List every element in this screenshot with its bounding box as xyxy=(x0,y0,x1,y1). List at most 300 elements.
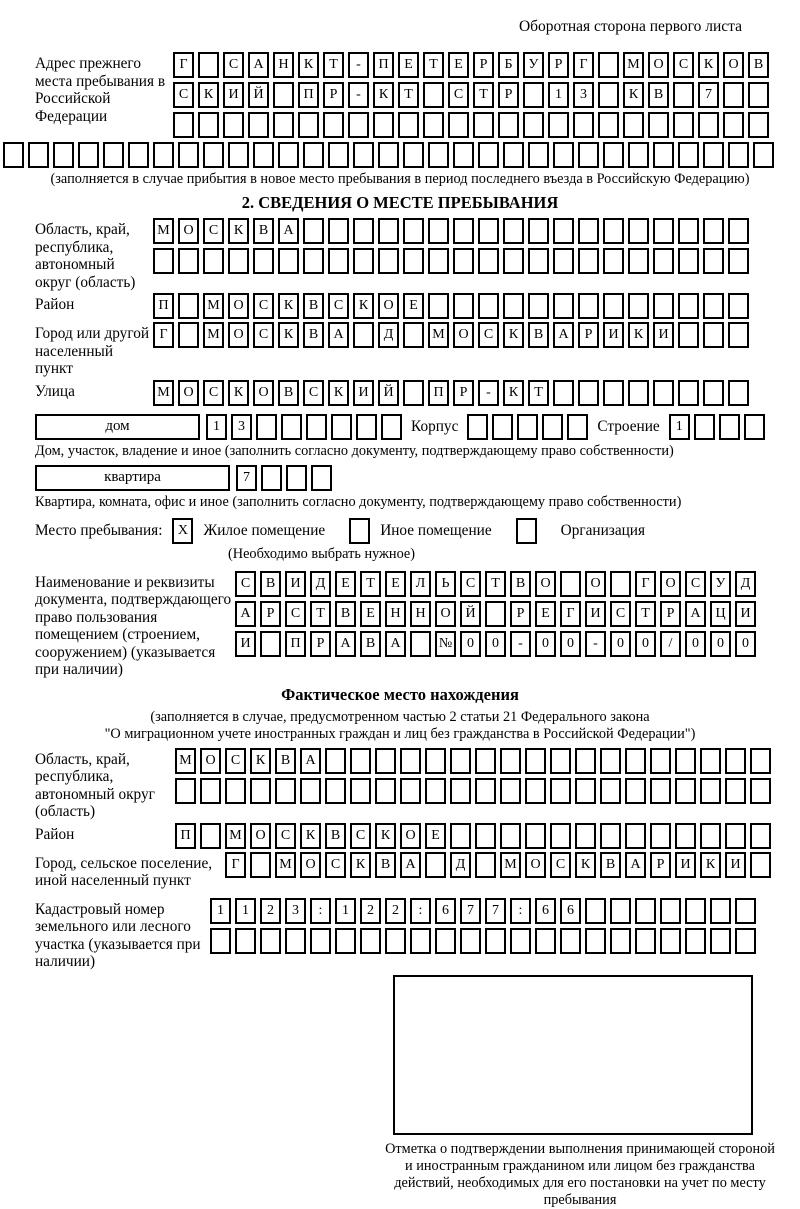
char-box xyxy=(525,823,546,849)
char-box: М xyxy=(275,852,296,878)
char-box xyxy=(178,142,199,168)
char-box xyxy=(453,293,474,319)
char-box xyxy=(748,82,769,108)
char-box xyxy=(603,218,624,244)
char-box: В xyxy=(275,748,296,774)
char-box xyxy=(253,248,274,274)
char-box: Й xyxy=(248,82,269,108)
char-box xyxy=(173,112,194,138)
char-box: И xyxy=(353,380,374,406)
char-box: 7 xyxy=(485,898,506,924)
char-box: Й xyxy=(460,601,481,627)
char-box xyxy=(748,112,769,138)
char-box: К xyxy=(698,52,719,78)
char-box xyxy=(128,142,149,168)
char-box xyxy=(428,142,449,168)
char-box xyxy=(381,414,402,440)
char-box: М xyxy=(203,322,224,348)
char-box: У xyxy=(523,52,544,78)
char-row xyxy=(173,82,769,108)
char-box xyxy=(423,112,444,138)
char-box xyxy=(303,218,324,244)
char-box xyxy=(525,778,546,804)
char-box xyxy=(685,928,706,954)
char-box xyxy=(578,218,599,244)
document-group xyxy=(35,571,800,679)
char-row xyxy=(175,823,771,849)
char-box xyxy=(750,778,771,804)
char-row xyxy=(175,778,771,804)
char-box: Д xyxy=(310,571,331,597)
char-box xyxy=(350,778,371,804)
char-box xyxy=(178,248,199,274)
char-box xyxy=(573,112,594,138)
stay-checkbox-organization xyxy=(516,518,537,544)
char-box xyxy=(703,322,724,348)
char-box: М xyxy=(153,218,174,244)
char-box: В xyxy=(303,322,324,348)
char-box: Б xyxy=(498,52,519,78)
char-box xyxy=(425,748,446,774)
char-box xyxy=(678,293,699,319)
char-box xyxy=(378,142,399,168)
char-box: М xyxy=(623,52,644,78)
char-box xyxy=(353,322,374,348)
char-box: С xyxy=(203,380,224,406)
char-box: И xyxy=(223,82,244,108)
char-box xyxy=(278,142,299,168)
char-box: С xyxy=(235,571,256,597)
char-box: Р xyxy=(310,631,331,657)
char-box xyxy=(585,928,606,954)
char-box xyxy=(553,218,574,244)
char-box: 6 xyxy=(560,898,581,924)
stroenie-label: Строение xyxy=(597,417,660,435)
char-box: Р xyxy=(453,380,474,406)
char-box: Т xyxy=(485,571,506,597)
char-row xyxy=(467,414,588,440)
char-box xyxy=(719,414,740,440)
char-box: : xyxy=(310,898,331,924)
char-box xyxy=(600,778,621,804)
char-box xyxy=(548,112,569,138)
char-box: № xyxy=(435,631,456,657)
char-box xyxy=(485,601,506,627)
actual-region-group xyxy=(35,748,800,821)
char-box: С xyxy=(478,322,499,348)
char-row xyxy=(210,898,756,924)
char-box xyxy=(523,82,544,108)
char-box: К xyxy=(700,852,721,878)
char-box: А xyxy=(335,631,356,657)
apartment-name-box: квартира xyxy=(35,465,230,491)
char-box xyxy=(253,142,274,168)
char-row xyxy=(235,631,756,657)
char-box xyxy=(428,218,449,244)
char-box: М xyxy=(153,380,174,406)
char-box: К xyxy=(228,218,249,244)
char-box: Р xyxy=(660,601,681,627)
char-box: С xyxy=(173,82,194,108)
char-row xyxy=(235,601,756,627)
char-box xyxy=(678,322,699,348)
stay-type-row xyxy=(35,518,800,544)
char-box xyxy=(500,748,521,774)
char-box xyxy=(325,748,346,774)
char-box xyxy=(178,322,199,348)
char-box: С xyxy=(225,748,246,774)
page-corner-note: Оборотная сторона первого листа xyxy=(518,18,742,35)
char-box xyxy=(256,414,277,440)
char-box: П xyxy=(298,82,319,108)
house-name-box: дом xyxy=(35,414,200,440)
char-box xyxy=(323,112,344,138)
char-box: К xyxy=(278,293,299,319)
char-box xyxy=(200,823,221,849)
char-box xyxy=(467,414,488,440)
char-box xyxy=(598,52,619,78)
char-box: Р xyxy=(260,601,281,627)
char-box: Д xyxy=(378,322,399,348)
char-box: К xyxy=(623,82,644,108)
char-row xyxy=(236,465,332,491)
char-box: - xyxy=(510,631,531,657)
char-box xyxy=(528,218,549,244)
char-box xyxy=(356,414,377,440)
char-box: Е xyxy=(425,823,446,849)
char-box xyxy=(523,112,544,138)
char-box: 7 xyxy=(698,82,719,108)
char-box xyxy=(735,928,756,954)
char-box: К xyxy=(228,380,249,406)
stamp-caption: Отметка о подтверждении выполнения принимающей стороной и иностранным гражданином или лицом без гражданства действий, необходимых для его постановки на учет по месту пребывания xyxy=(385,1140,775,1208)
char-box: К xyxy=(575,852,596,878)
char-box: С xyxy=(328,293,349,319)
char-box xyxy=(303,142,324,168)
char-box xyxy=(453,218,474,244)
char-box xyxy=(478,218,499,244)
char-box xyxy=(285,928,306,954)
char-box: С xyxy=(253,293,274,319)
char-box xyxy=(303,248,324,274)
char-box: - xyxy=(585,631,606,657)
char-box xyxy=(261,465,282,491)
section2-title: 2. СВЕДЕНИЯ О МЕСТЕ ПРЕБЫВАНИЯ xyxy=(241,193,559,212)
district-label: Район xyxy=(35,296,75,313)
char-box xyxy=(610,571,631,597)
char-box: 1 xyxy=(669,414,690,440)
char-box xyxy=(203,142,224,168)
char-box xyxy=(178,293,199,319)
char-box: - xyxy=(348,82,369,108)
char-box: - xyxy=(348,52,369,78)
char-box: В xyxy=(748,52,769,78)
char-box: Р xyxy=(578,322,599,348)
char-box xyxy=(625,748,646,774)
char-box: К xyxy=(503,322,524,348)
char-box: И xyxy=(585,601,606,627)
char-box xyxy=(725,748,746,774)
char-box: В xyxy=(375,852,396,878)
char-box xyxy=(700,823,721,849)
char-box: К xyxy=(298,52,319,78)
char-box xyxy=(678,218,699,244)
char-box xyxy=(750,852,771,878)
char-box xyxy=(700,748,721,774)
char-box xyxy=(328,248,349,274)
char-box xyxy=(578,380,599,406)
char-box xyxy=(744,414,765,440)
char-box: Н xyxy=(410,601,431,627)
char-box: П xyxy=(428,380,449,406)
char-box xyxy=(228,142,249,168)
char-box: 3 xyxy=(573,82,594,108)
char-box xyxy=(403,322,424,348)
char-row xyxy=(153,322,749,348)
char-box xyxy=(248,112,269,138)
char-box xyxy=(453,248,474,274)
char-box xyxy=(198,52,219,78)
document-label: Наименование и реквизиты документа, подтверждающего право пользования помещением (строением, сооружением) (указывается при наличии) xyxy=(35,573,232,678)
char-box xyxy=(475,748,496,774)
char-box xyxy=(735,898,756,924)
stamp-area xyxy=(380,975,780,1209)
char-box: 0 xyxy=(710,631,731,657)
char-box: В xyxy=(260,571,281,597)
char-box xyxy=(703,218,724,244)
char-box: Н xyxy=(273,52,294,78)
char-box xyxy=(653,142,674,168)
char-box: О xyxy=(453,322,474,348)
char-box xyxy=(350,748,371,774)
char-box: С xyxy=(325,852,346,878)
char-box xyxy=(250,852,271,878)
char-box xyxy=(578,293,599,319)
actual-location-caption-2: "О миграционном учете иностранных граждан и лиц без гражданства в Российской Федерации") xyxy=(104,725,696,742)
char-box xyxy=(306,414,327,440)
char-row xyxy=(173,52,769,78)
char-box xyxy=(675,778,696,804)
actual-region-label: Область, край, республика, автономный округ (область) xyxy=(35,750,155,820)
char-box xyxy=(553,142,574,168)
char-box xyxy=(403,142,424,168)
char-box xyxy=(510,928,531,954)
char-box: О xyxy=(435,601,456,627)
char-box xyxy=(723,82,744,108)
actual-city-group xyxy=(35,852,800,890)
char-box xyxy=(435,928,456,954)
char-box xyxy=(3,142,24,168)
char-box xyxy=(728,248,749,274)
char-box xyxy=(610,898,631,924)
char-box: 0 xyxy=(460,631,481,657)
char-box xyxy=(703,248,724,274)
house-caption: Дом, участок, владение и иное (заполнить согласно документу, подтверждающему право собственности) xyxy=(35,442,674,459)
char-row xyxy=(235,571,756,597)
char-box: В xyxy=(335,601,356,627)
char-box xyxy=(575,748,596,774)
char-box xyxy=(375,748,396,774)
char-box: 0 xyxy=(485,631,506,657)
house-row xyxy=(35,414,800,440)
char-box: С xyxy=(303,380,324,406)
char-box: С xyxy=(448,82,469,108)
char-box xyxy=(360,928,381,954)
char-box: 7 xyxy=(236,465,257,491)
stay-checkbox-residential: X xyxy=(172,518,193,544)
char-box xyxy=(475,778,496,804)
char-box xyxy=(503,293,524,319)
char-box xyxy=(328,142,349,168)
char-box xyxy=(578,248,599,274)
char-box: 0 xyxy=(685,631,706,657)
char-box: : xyxy=(410,898,431,924)
char-box xyxy=(603,380,624,406)
char-box: 1 xyxy=(235,898,256,924)
char-box: Т xyxy=(528,380,549,406)
char-box xyxy=(425,852,446,878)
char-box: Г xyxy=(560,601,581,627)
char-box xyxy=(628,380,649,406)
char-box xyxy=(503,218,524,244)
char-box: Р xyxy=(548,52,569,78)
char-box: К xyxy=(350,852,371,878)
char-box xyxy=(475,852,496,878)
char-box: 1 xyxy=(335,898,356,924)
char-box: К xyxy=(300,823,321,849)
char-box xyxy=(353,142,374,168)
char-box: В xyxy=(303,293,324,319)
char-box xyxy=(310,928,331,954)
char-box xyxy=(623,112,644,138)
char-box: А xyxy=(328,322,349,348)
char-box xyxy=(625,823,646,849)
char-box: С xyxy=(223,52,244,78)
char-row xyxy=(153,293,749,319)
char-box: : xyxy=(510,898,531,924)
char-box: Т xyxy=(473,82,494,108)
char-box: Р xyxy=(498,82,519,108)
char-box: Г xyxy=(635,571,656,597)
char-box xyxy=(478,248,499,274)
char-box: С xyxy=(285,601,306,627)
char-box: Ц xyxy=(710,601,731,627)
apartment-caption: Квартира, комната, офис и иное (заполнить согласно документу, подтверждающему право собственности) xyxy=(35,493,682,510)
char-box xyxy=(286,465,307,491)
char-box xyxy=(325,778,346,804)
char-box xyxy=(348,112,369,138)
char-box xyxy=(311,465,332,491)
char-box: О xyxy=(228,293,249,319)
char-box xyxy=(685,898,706,924)
char-box xyxy=(535,928,556,954)
char-box xyxy=(550,748,571,774)
char-box xyxy=(492,414,513,440)
char-box: С xyxy=(673,52,694,78)
char-box xyxy=(600,823,621,849)
char-box: С xyxy=(275,823,296,849)
char-box xyxy=(153,248,174,274)
char-box: О xyxy=(253,380,274,406)
char-box xyxy=(610,928,631,954)
char-box: В xyxy=(253,218,274,244)
char-box xyxy=(385,928,406,954)
char-box xyxy=(331,414,352,440)
char-box xyxy=(485,928,506,954)
char-box xyxy=(710,898,731,924)
char-box xyxy=(753,142,774,168)
char-box: 0 xyxy=(535,631,556,657)
char-box: О xyxy=(178,218,199,244)
char-box: К xyxy=(278,322,299,348)
char-box: М xyxy=(175,748,196,774)
char-box xyxy=(198,112,219,138)
char-box: О xyxy=(648,52,669,78)
char-box: В xyxy=(648,82,669,108)
char-row xyxy=(225,852,771,878)
char-box: Е xyxy=(398,52,419,78)
option-label-other: Иное помещение xyxy=(380,521,492,539)
actual-city-label: Город, сельское поселение, иной населенный пункт xyxy=(35,854,213,889)
char-box xyxy=(648,112,669,138)
char-box xyxy=(273,112,294,138)
char-box: О xyxy=(300,852,321,878)
char-box xyxy=(703,293,724,319)
char-box: Ь xyxy=(435,571,456,597)
char-box: 1 xyxy=(206,414,227,440)
char-box: И xyxy=(675,852,696,878)
char-box xyxy=(550,778,571,804)
char-box: 6 xyxy=(535,898,556,924)
char-box xyxy=(400,778,421,804)
option-label-organization: Организация xyxy=(560,521,646,539)
char-box: Н xyxy=(385,601,406,627)
char-box xyxy=(625,778,646,804)
char-box xyxy=(153,142,174,168)
char-box: И xyxy=(735,601,756,627)
char-box xyxy=(635,928,656,954)
char-box: Е xyxy=(403,293,424,319)
char-row xyxy=(3,142,800,168)
char-box xyxy=(328,218,349,244)
char-box xyxy=(378,218,399,244)
char-box: А xyxy=(625,852,646,878)
char-box xyxy=(460,928,481,954)
char-box: В xyxy=(510,571,531,597)
actual-location-caption-1: (заполняется в случае, предусмотренном частью 2 статьи 21 Федерального закона xyxy=(150,708,650,725)
char-box xyxy=(675,748,696,774)
char-box: Г xyxy=(173,52,194,78)
char-box: И xyxy=(653,322,674,348)
char-box xyxy=(678,380,699,406)
char-box: С xyxy=(460,571,481,597)
char-box: С xyxy=(253,322,274,348)
char-box: А xyxy=(685,601,706,627)
char-box: 0 xyxy=(560,631,581,657)
char-box xyxy=(703,380,724,406)
char-box: 1 xyxy=(548,82,569,108)
char-box xyxy=(542,414,563,440)
apartment-row xyxy=(35,465,800,491)
char-box xyxy=(650,778,671,804)
char-box: К xyxy=(628,322,649,348)
char-box: О xyxy=(228,322,249,348)
char-box: А xyxy=(300,748,321,774)
char-box: О xyxy=(178,380,199,406)
char-box: К xyxy=(250,748,271,774)
char-box: А xyxy=(278,218,299,244)
char-box: М xyxy=(203,293,224,319)
